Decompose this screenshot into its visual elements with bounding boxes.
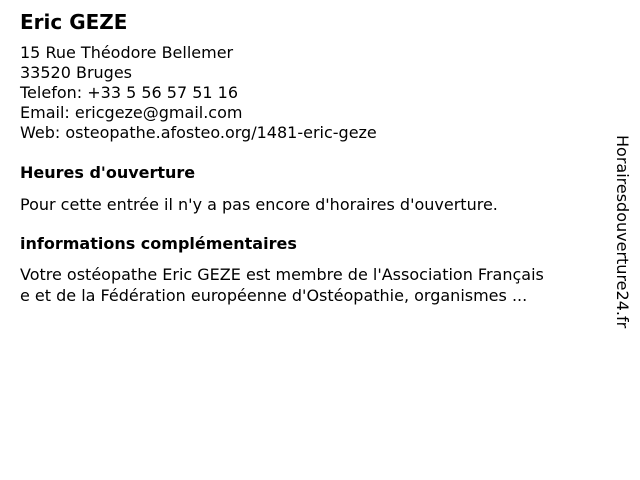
entry-title: Eric GEZE [20,10,128,34]
phone-line: Telefon: +33 5 56 57 51 16 [20,83,239,102]
opening-hours-text: Pour cette entrée il n'y a pas encore d'horaires d'ouverture. [20,195,498,214]
additional-info-heading: informations complémentaires [20,234,297,253]
website-line: Web: osteopathe.afosteo.org/1481-eric-geze [20,123,377,142]
opening-hours-heading: Heures d'ouverture [20,163,196,182]
additional-info-line-1: Votre ostéopathe Eric GEZE est membre de l'Association Français [20,265,544,284]
additional-info-text [20,264,600,306]
address-block [20,43,600,143]
additional-info-line-2: e et de la Fédération européenne d'Ostéopathie, organismes ... [20,286,528,305]
email-line: Email: ericgeze@gmail.com [20,103,243,122]
address-street: 15 Rue Théodore Bellemer [20,43,234,62]
address-city: 33520 Bruges [20,63,133,82]
entry-card [20,10,600,306]
site-watermark: Horairesdouverture24.fr [613,135,632,329]
